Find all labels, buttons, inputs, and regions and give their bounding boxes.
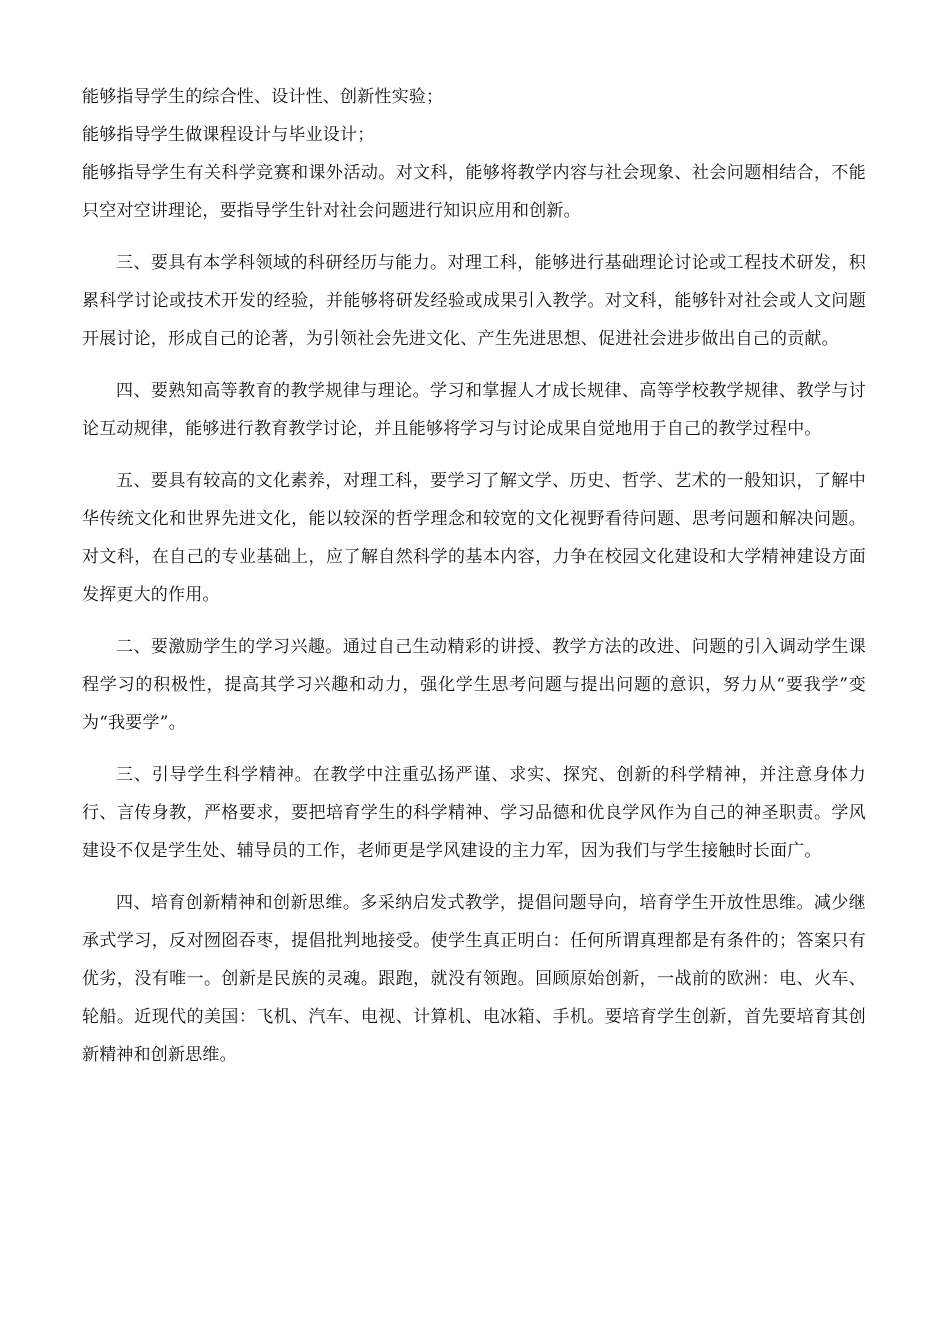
text-line-3: 能够指导学生有关科学竞赛和课外活动。对文科，能够将教学内容与社会现象、社会问题相结合，不能只空对空讲理论，要指导学生针对社会问题进行知识应用和创新。 (82, 163, 866, 221)
text-line-2: 能够指导学生做课程设计与毕业设计； (82, 125, 375, 145)
paragraph-interest: 二、要激励学生的学习兴趣。通过自己生动精彩的讲授、教学方法的改进、问题的引入调动学生课程学习的积极性，提高其学习兴趣和动力，强化学生思考问题与提出问题的意识，努力从“要我学”变为“我要学”。 (82, 637, 866, 733)
paragraph-teaching-laws: 四、要熟知高等教育的教学规律与理论。学习和掌握人才成长规律、高等学校教学规律、教学与讨论互动规律，能够进行教育教学讨论，并且能够将学习与讨论成果自觉地用于自己的教学过程中。 (82, 381, 866, 439)
document-body (82, 78, 866, 1074)
paragraph-culture: 五、要具有较高的文化素养，对理工科，要学习了解文学、历史、哲学、艺术的一般知识，了解中华传统文化和世界先进文化，能以较深的哲学理念和较宽的文化视野看待问题、思考问题和解决问题。对文科，在自己的专业基础上，应了解自然科学的基本内容，力争在校园文化建设和大学精神建设方面发挥更大的作用。 (82, 471, 866, 605)
paragraph-innovation: 四、培育创新精神和创新思维。多采纳启发式教学，提倡问题导向，培育学生开放性思维。减少继承式学习，反对囫囵吞枣，提倡批判地接受。使学生真正明白：任何所谓真理都是有条件的；答案只有优劣，没有唯一。创新是民族的灵魂。跟跑，就没有领跑。回顾原始创新，一战前的欧洲：电、火车、轮船。近现代的美国：飞机、汽车、电视、计算机、电冰箱、手机。要培育学生创新，首先要培育其创新精神和创新思维。 (82, 893, 866, 1065)
paragraph-research: 三、要具有本学科领域的科研经历与能力。对理工科，能够进行基础理论讨论或工程技术研发，积累科学讨论或技术开发的经验，并能够将研发经验或成果引入教学。对文科，能够针对社会或人文问题开展讨论，形成自己的论著，为引领社会先进文化、产生先进思想、促进社会进步做出自己的贡献。 (82, 253, 866, 349)
text-line-1: 能够指导学生的综合性、设计性、创新性实验； (82, 87, 444, 107)
paragraph-science-spirit: 三、引导学生科学精神。在教学中注重弘扬严谨、求实、探究、创新的科学精神，并注意身体力行、言传身教，严格要求，要把培育学生的科学精神、学习品德和优良学风作为自己的神圣职责。学风建设不仅是学生处、辅导员的工作，老师更是学风建设的主力军，因为我们与学生接触时长面广。 (82, 765, 866, 861)
